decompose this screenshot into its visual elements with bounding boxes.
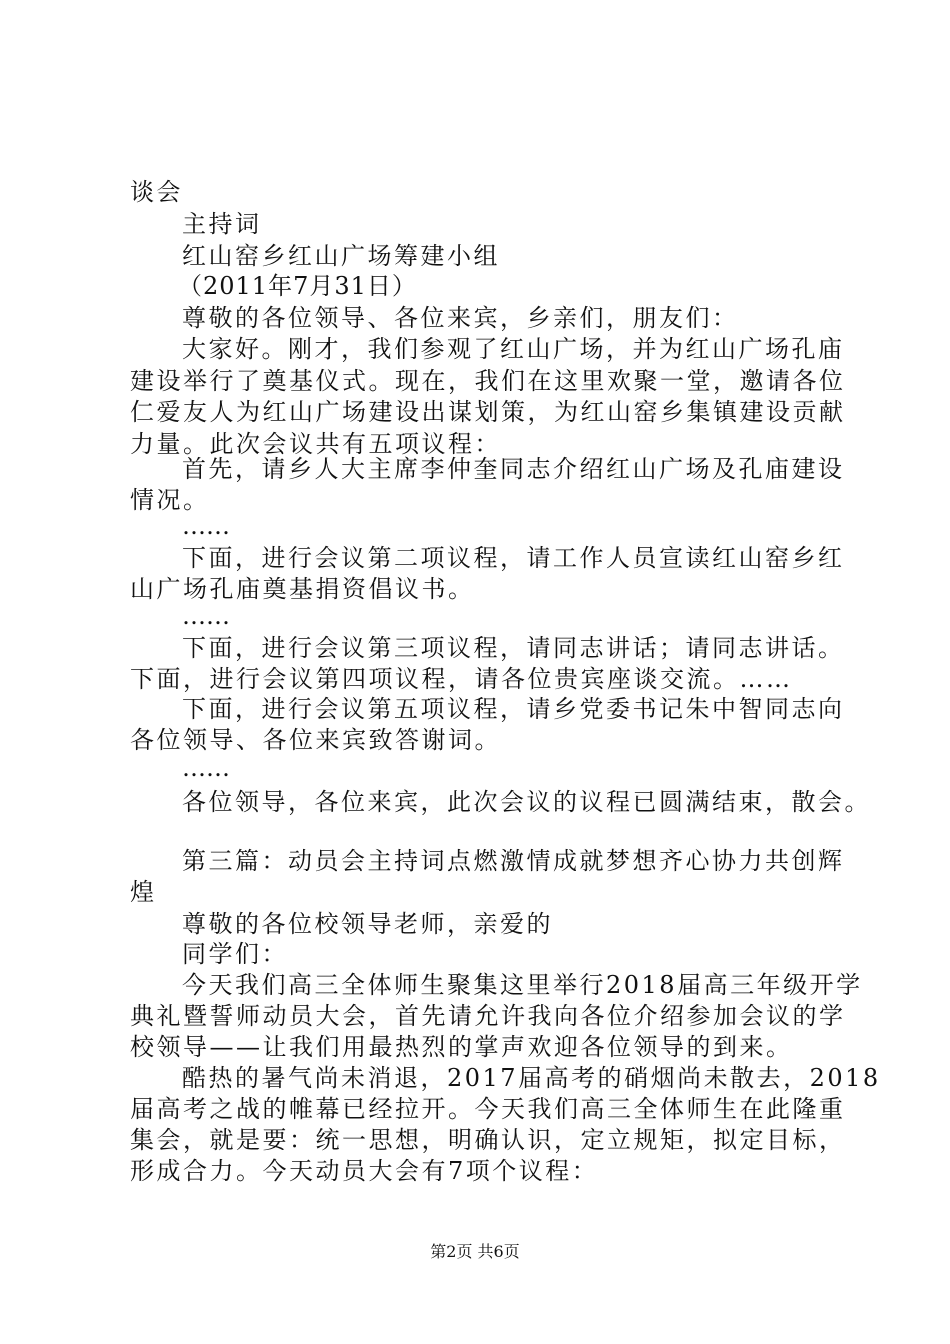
text-line: 届高考之战的帷幕已经拉开。今天我们高三全体师生在此隆重 <box>130 1095 846 1123</box>
text-line: 校领导——让我们用最热烈的掌声欢迎各位领导的到来。 <box>130 1033 793 1061</box>
salutation: 同学们： <box>182 940 288 968</box>
text-line: 酷热的暑气尚未消退，2017届高考的硝烟尚未散去，2018 <box>182 1064 881 1092</box>
text-line: 谈会 <box>130 178 183 206</box>
text-line: 下面，进行会议第五项议程，请乡党委书记朱中智同志向 <box>182 695 845 723</box>
text-line: 力量。此次会议共有五项议程： <box>130 430 501 458</box>
text-line: 红山窑乡红山广场筹建小组 <box>182 242 500 270</box>
text-line: 各位领导，各位来宾，此次会议的议程已圆满结束，散会。 <box>182 788 871 816</box>
text-line: 下面，进行会议第三项议程，请同志讲话；请同志讲话。 <box>182 634 845 662</box>
ellipsis-line: …… <box>182 754 230 782</box>
text-line: 大家好。刚才，我们参观了红山广场，并为红山广场孔庙 <box>182 335 845 363</box>
section-heading: 煌 <box>130 878 157 906</box>
ellipsis-line: …… <box>182 602 230 630</box>
text-line: 山广场孔庙奠基捐资倡议书。 <box>130 575 475 603</box>
date-line: （2011年7月31日） <box>178 272 417 300</box>
text-line: 建设举行了奠基仪式。现在，我们在这里欢聚一堂，邀请各位 <box>130 367 846 395</box>
text-line: 典礼暨誓师动员大会，首先请允许我向各位介绍参加会议的学 <box>130 1002 846 1030</box>
page-number-footer: 第2页 共6页 <box>430 1242 520 1261</box>
text-line: 仁爱友人为红山广场建设出谋划策，为红山窑乡集镇建设贡献 <box>130 398 846 426</box>
text-line: 下面，进行会议第二项议程，请工作人员宣读红山窑乡红 <box>182 544 845 572</box>
text-line: 集会，就是要：统一思想，明确认识，定立规矩，拟定目标， <box>130 1126 846 1154</box>
text-line: 主持词 <box>182 210 262 238</box>
salutation: 尊敬的各位校领导老师，亲爱的 <box>182 910 553 938</box>
salutation: 尊敬的各位领导、各位来宾，乡亲们，朋友们： <box>182 304 739 332</box>
ellipsis-line: …… <box>182 512 230 540</box>
text-line: 形成合力。今天动员大会有7项个议程： <box>130 1157 599 1185</box>
text-line: 情况。 <box>130 486 210 514</box>
text-line: 各位领导、各位来宾致答谢词。 <box>130 726 501 754</box>
text-line: 下面，进行会议第四项议程，请各位贵宾座谈交流。…… <box>130 665 793 693</box>
text-line: 首先，请乡人大主席李仲奎同志介绍红山广场及孔庙建设 <box>182 455 845 483</box>
section-heading: 第三篇：动员会主持词点燃激情成就梦想齐心协力共创辉 <box>182 847 845 875</box>
text-line: 今天我们高三全体师生聚集这里举行2018届高三年级开学 <box>182 971 863 999</box>
